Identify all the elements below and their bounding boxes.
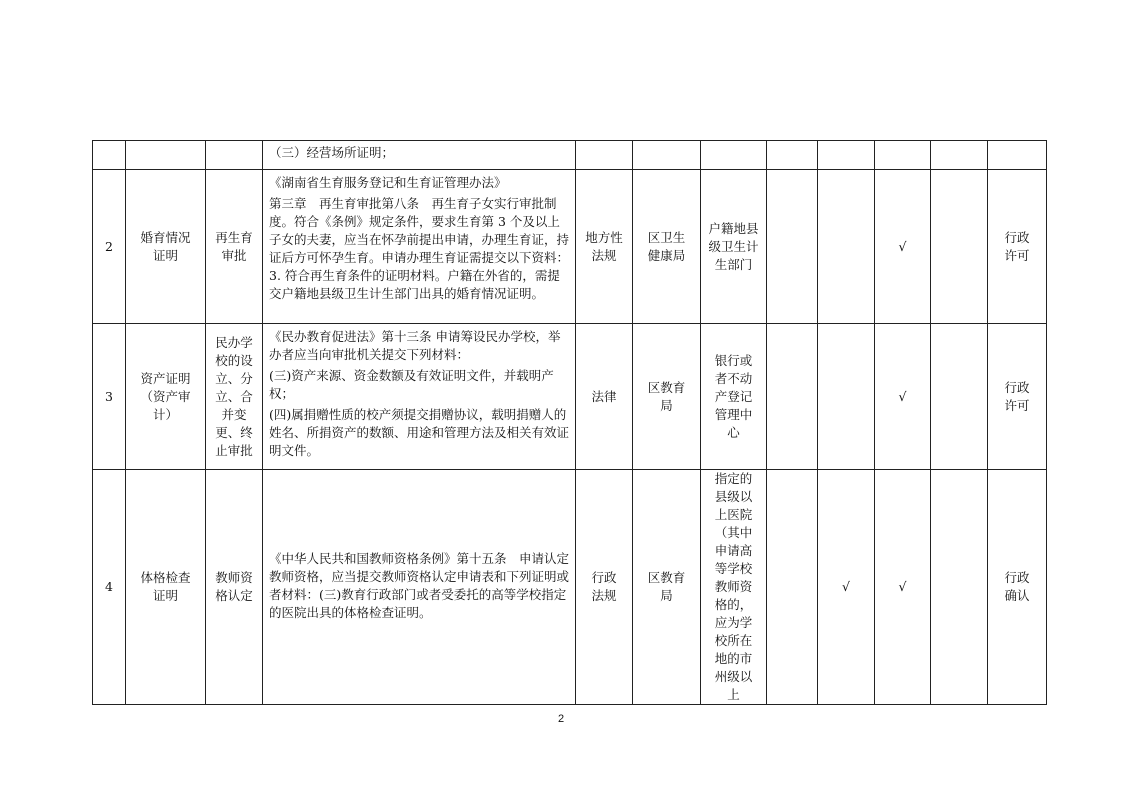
basis-paragraph: (三)资产来源、资金数额及有效证明文件，并载明产权； — [269, 368, 554, 401]
matter-name-text: 民办学校的设立、分立、合并变更、终止审批 — [215, 334, 253, 458]
law-level — [576, 470, 633, 705]
table-row — [93, 324, 1047, 470]
issuing-authority — [701, 141, 767, 170]
matter-type — [988, 324, 1047, 470]
certificate-name-text: 体格检查证明 — [140, 570, 191, 603]
row-number: 3 — [93, 324, 126, 470]
matter-type-text: 行政确认 — [1004, 570, 1030, 603]
certificate-name — [126, 170, 206, 324]
issuing-authority-text: 指定的县级以上医院（其中申请高等学校教师资格的，应为学校所在地的市州级以上 — [714, 471, 753, 702]
row-number: 4 — [93, 470, 126, 705]
law-level-text: 行政法规 — [591, 570, 617, 603]
matter-type-text: 行政许可 — [1004, 379, 1030, 413]
department-text: 区教育局 — [647, 379, 686, 413]
check-col-3: √ — [875, 470, 931, 705]
matter-type-text: 行政许可 — [1004, 229, 1030, 263]
table-row — [93, 141, 1047, 170]
certificate-table — [92, 140, 1047, 705]
department — [633, 324, 701, 470]
check-col-2 — [818, 324, 875, 470]
law-level — [576, 141, 633, 170]
matter-name-text: 再生育审批 — [215, 229, 253, 263]
basis-paragraph: （三）经营场所证明； — [269, 145, 395, 160]
matter-type — [988, 170, 1047, 324]
issuing-authority — [701, 170, 767, 324]
check-col-4 — [931, 324, 988, 470]
legal-basis — [263, 170, 576, 324]
basis-paragraph: 第三章 再生育审批第八条 再生育子女实行审批制度。符合《条例》规定条件，要求生育第 3 个及以上子女的夫妻，应当在怀孕前提出申请，办理生育证，持证后方可怀孕生育。申请办理生育证需提交以下资料：3. 符合再生育条件的证明材料。户籍在外省的，需提交户籍地县级卫生计生部门出具的婚育情况证明。 — [269, 196, 570, 301]
department — [633, 470, 701, 705]
matter-name — [206, 324, 263, 470]
certificate-name — [126, 324, 206, 470]
matter-name — [206, 141, 263, 170]
certificate-name-text: 婚育情况证明 — [140, 229, 191, 263]
check-col-1 — [767, 324, 818, 470]
table-row — [93, 470, 1047, 705]
matter-name — [206, 470, 263, 705]
legal-basis — [263, 141, 576, 170]
check-col-3 — [875, 141, 931, 170]
certificate-name — [126, 470, 206, 705]
table-row — [93, 170, 1047, 324]
issuing-authority — [701, 324, 767, 470]
check-col-2 — [818, 170, 875, 324]
department — [633, 141, 701, 170]
matter-type — [988, 470, 1047, 705]
matter-name — [206, 170, 263, 324]
law-level — [576, 170, 633, 324]
check-col-1 — [767, 170, 818, 324]
matter-name-text: 教师资格认定 — [215, 570, 253, 603]
check-col-1 — [767, 141, 818, 170]
basis-paragraph: (四)属捐赠性质的校产须提交捐赠协议，载明捐赠人的姓名、所捐资产的数额、用途和管理方法及相关有效证明文件。 — [269, 407, 570, 458]
law-level-text: 地方性法规 — [585, 229, 623, 263]
check-col-2: √ — [818, 470, 875, 705]
issuing-authority — [701, 470, 767, 705]
legal-basis — [263, 324, 576, 470]
certificate-name — [126, 141, 206, 170]
department — [633, 170, 701, 324]
check-col-4 — [931, 141, 988, 170]
row-number: 2 — [93, 170, 126, 324]
law-level: 法律 — [576, 324, 633, 470]
basis-paragraph: 《湖南省生育服务登记和生育证管理办法》 — [269, 175, 507, 190]
check-col-4 — [931, 170, 988, 324]
check-col-3: √ — [875, 324, 931, 470]
issuing-authority-text: 银行或者不动产登记管理中心 — [714, 352, 753, 440]
department-text: 区教育局 — [647, 570, 686, 603]
basis-paragraph: 《民办教育促进法》第十三条 申请筹设民办学校，举办者应当向审批机关提交下列材料： — [269, 329, 561, 362]
basis-paragraph: 《中华人民共和国教师资格条例》第十五条 申请认定教师资格，应当提交教师资格认定申请表和下列证明或者材料：(三)教育行政部门或者受委托的高等学校指定的医院出具的体格检查证明。 — [269, 550, 570, 620]
check-col-2 — [818, 141, 875, 170]
page-number: 2 — [557, 713, 565, 725]
department-text: 区卫生健康局 — [647, 229, 686, 263]
check-col-1 — [767, 470, 818, 705]
check-col-3: √ — [875, 170, 931, 324]
matter-type — [988, 141, 1047, 170]
legal-basis — [263, 470, 576, 705]
certificate-name-text: 资产证明（资产审计） — [140, 370, 191, 422]
issuing-authority-text: 户籍地县级卫生计生部门 — [708, 220, 759, 272]
check-col-4 — [931, 470, 988, 705]
row-number — [93, 141, 126, 170]
